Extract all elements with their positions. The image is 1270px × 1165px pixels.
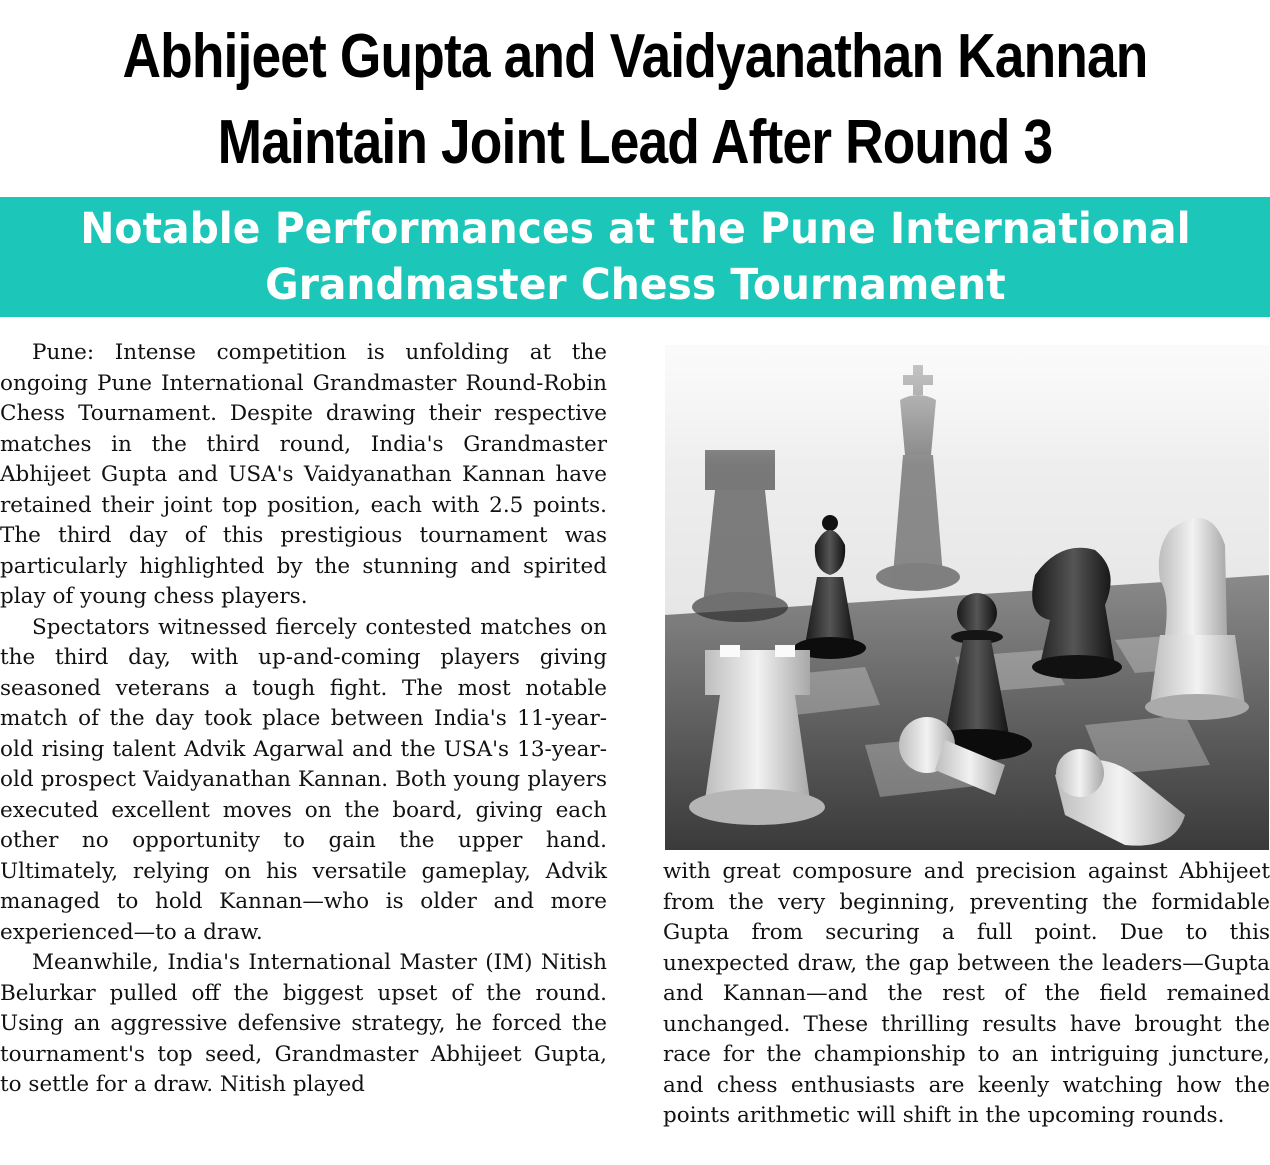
dark-rook-piece (692, 450, 788, 622)
subheadline (80, 201, 1190, 313)
article-left-column (0, 338, 607, 1101)
headline-line-1: Abhijeet Gupta and Vaidyanathan Kannan (122, 22, 1148, 91)
chess-pieces-photo (665, 345, 1269, 850)
subheadline-line-2: Grandmaster Chess Tournament (264, 260, 1006, 310)
article-paragraph-2: Spectators witnessed fiercely contested matches on the third day, with up-and-coming players giving seasoned veterans a tough fight. The most notable match of the day took place between India's 11-year-old rising talent Advik Agarwal and the USA's 13-year-old prospect Vaidyanathan Kannan. Both young players executed excellent moves on the board, giving each other no opportunity to gain the upper hand. Ultimately, relying on his versatile gameplay, Advik managed to hold Kannan—who is older and more experienced—to a draw. (0, 614, 607, 945)
headline (89, 14, 1181, 186)
article-paragraph-1: Pune: Intense competition is unfolding at the ongoing Pune International Grandmaster Round-Robin Chess Tournament. Despite drawing their respective matches in the third round, India's Grandmaster Abhijeet Gupta and USA's Vaidyanathan Kannan have retained their joint top position, each with 2.5 points. The third day of this prestigious tournament was particularly highlighted by the stunning and spirited play of young chess players. (0, 340, 607, 609)
subheadline-banner (0, 197, 1270, 317)
article-paragraph-3: Meanwhile, India's International Master (IM) Nitish Belurkar pulled off the biggest upset of the round. Using an aggressive defensive strategy, he forced the tournament's top seed, Grandmaster Abhijeet Gupta, to settle for a draw. Nitish played (0, 950, 607, 1097)
article-paragraph-continued: with great composure and precision against Abhijeet from the very beginning, preventing the formidable Gupta from securing a full point. Due to this unexpected draw, the gap between the leaders—Gupta and Kannan—and the rest of the field remained unchanged. These thrilling results have brought the race for the championship to an intriguing juncture, and chess enthusiasts are keenly watching how the points arithmetic will shift in the upcoming rounds. (663, 859, 1270, 1128)
subheadline-line-1: Notable Performances at the Pune International (79, 204, 1191, 254)
headline-line-2: Maintain Joint Lead After Round 3 (217, 108, 1053, 177)
article-right-column (663, 857, 1270, 1132)
chess-photo-illustration (665, 345, 1269, 850)
